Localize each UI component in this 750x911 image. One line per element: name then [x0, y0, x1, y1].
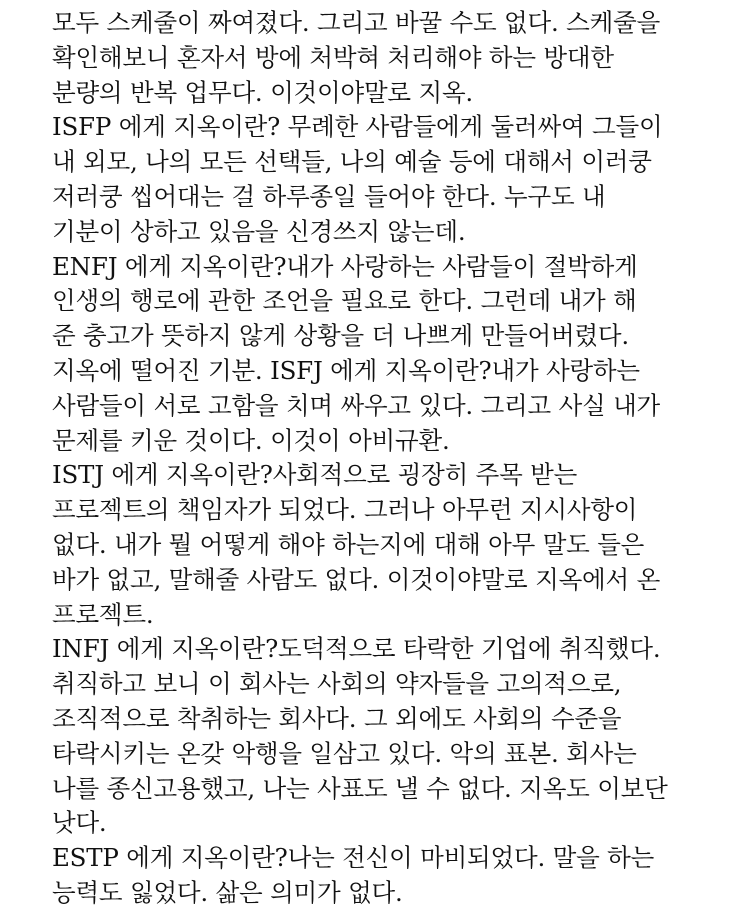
text-line: ESTP 에게 지옥이란?나는 전신이 마비되었다. 말을 하는	[52, 843, 655, 873]
text-line: 사람들이 서로 고함을 치며 싸우고 있다. 그리고 사실 내가	[52, 390, 661, 420]
text-line: 프로젝트의 책임자가 되었다. 그러나 아무런 지시사항이	[52, 495, 638, 525]
text-line: 취직하고 보니 이 회사는 사회의 약자들을 고의적으로,	[52, 669, 622, 699]
text-line: 모두 스케줄이 짜여졌다. 그리고 바꿀 수도 없다. 스케줄을	[52, 8, 661, 37]
text-line: ENFJ 에게 지옥이란?내가 사랑하는 사람들이 절박하게	[52, 251, 638, 281]
text-line: 내 외모, 나의 모든 선택들, 나의 예술 등에 대해서 이러쿵	[52, 147, 652, 177]
text-line: 인생의 행로에 관한 조언을 필요로 한다. 그런데 내가 해	[52, 286, 637, 316]
text-line: 저러쿵 씹어대는 걸 하루종일 들어야 한다. 누구도 내	[52, 181, 606, 211]
text-line: 분량의 반복 업무다. 이것이야말로 지옥.	[52, 77, 473, 107]
text-line: INFJ 에게 지옥이란?도덕적으로 타락한 기업에 취직했다.	[52, 634, 661, 664]
text-line: ISFP 에게 지옥이란? 무례한 사람들에게 둘러싸여 그들이	[52, 112, 663, 142]
text-line: 확인해보니 혼자서 방에 처박혀 처리해야 하는 방대한	[52, 42, 614, 72]
text-line: 나를 종신고용했고, 나는 사표도 낼 수 없다. 지옥도 이보단	[52, 773, 668, 803]
text-line: 문제를 키운 것이다. 이것이 아비규환.	[52, 425, 450, 455]
body-text	[52, 6, 742, 911]
text-line: 조직적으로 착취하는 회사다. 그 외에도 사회의 수준을	[52, 703, 622, 733]
text-line: 능력도 잃었다. 삶은 의미가 없다.	[52, 877, 403, 907]
text-line: 낫다.	[52, 808, 107, 838]
text-line: 기분이 상하고 있음을 신경쓰지 않는데.	[52, 216, 466, 246]
text-line: 프로젝트.	[52, 599, 154, 629]
text-line: 준 충고가 뜻하지 않게 상황을 더 나쁘게 만들어버렸다.	[52, 321, 629, 351]
text-line: 바가 없고, 말해줄 사람도 없다. 이것이야말로 지옥에서 온	[52, 564, 661, 594]
text-line: 타락시키는 온갖 악행을 일삼고 있다. 악의 표본. 회사는	[52, 738, 637, 768]
text-line: 지옥에 떨어진 기분. ISFJ 에게 지옥이란?내가 사랑하는	[52, 355, 640, 385]
text-line: 없다. 내가 뭘 어떻게 해야 하는지에 대해 아무 말도 들은	[52, 529, 645, 559]
text-line: ISTJ 에게 지옥이란?사회적으로 굉장히 주목 받는	[52, 460, 578, 490]
